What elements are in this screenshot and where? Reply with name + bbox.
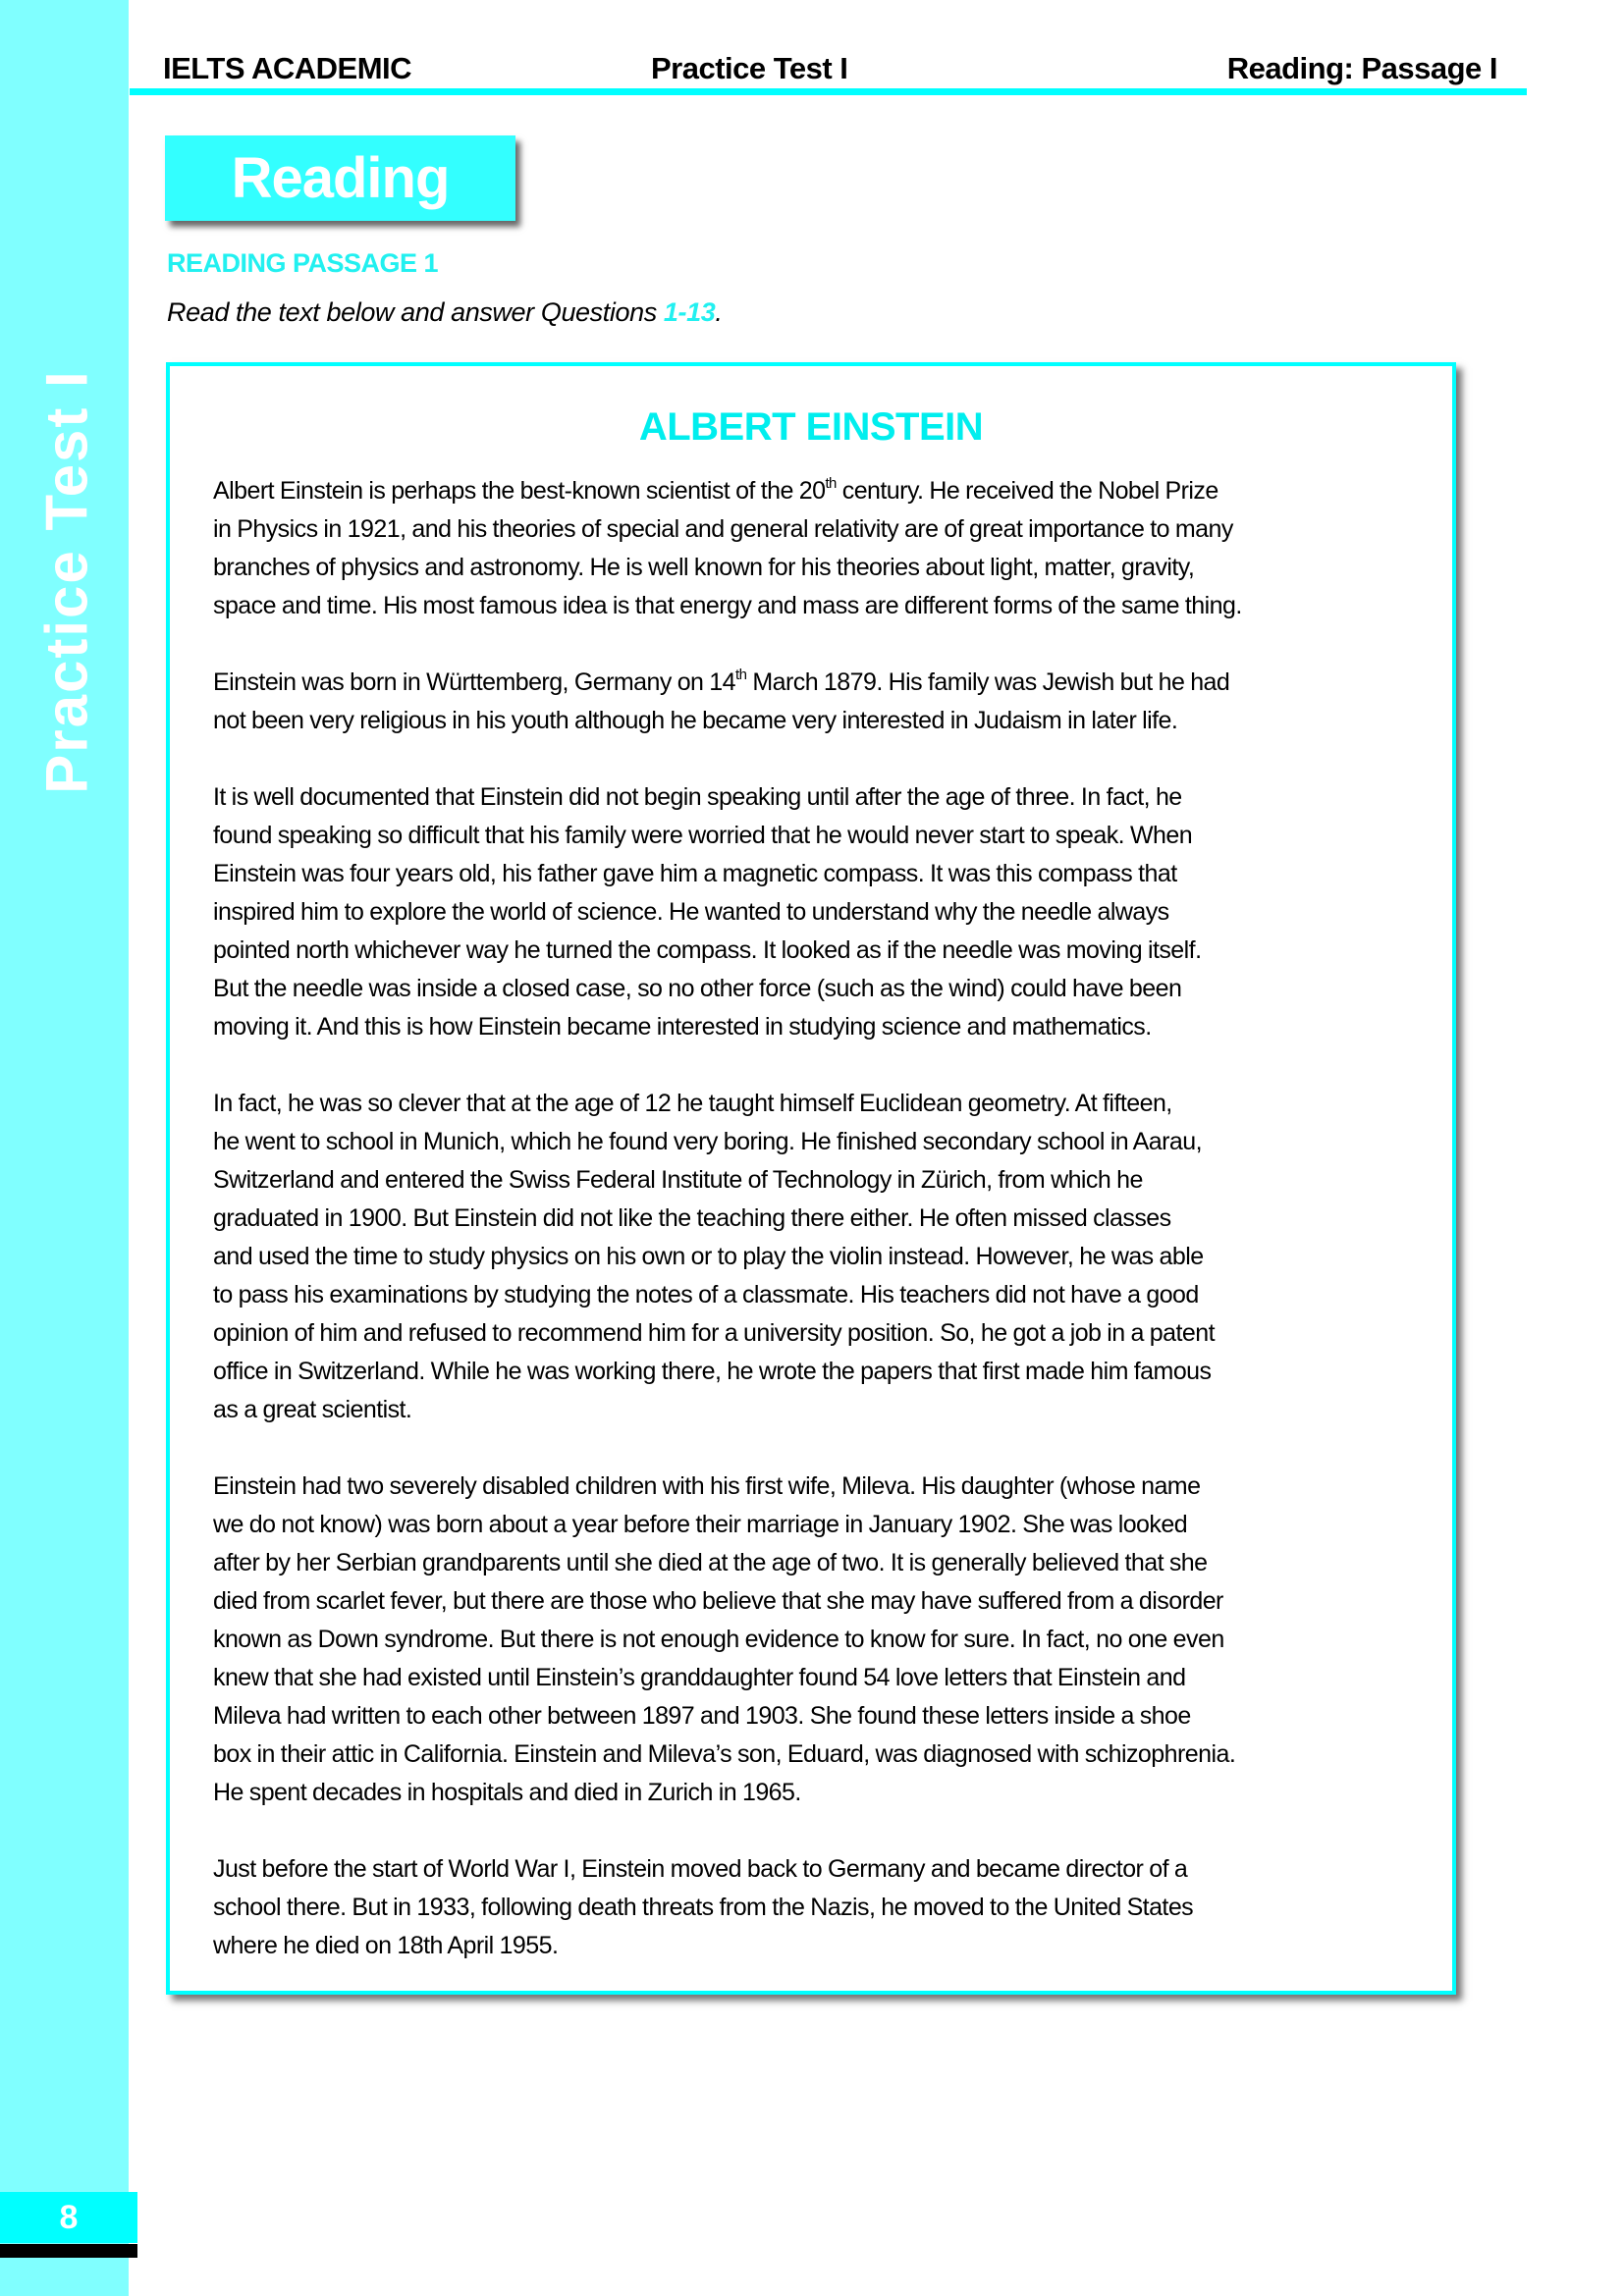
ordinal-suffix: th	[735, 667, 747, 683]
passage-box	[166, 362, 1456, 1995]
text-segment: not been very religious in his youth although he became very interested in Judaism in later life.	[213, 707, 1178, 734]
header-section-name: Reading: Passage I	[1226, 51, 1497, 85]
text-segment: opinion of him and refused to recommend him for a university position. So, he got a job in a patent	[213, 1319, 1216, 1347]
text-line	[213, 1008, 1450, 1046]
text-segment: Albert Einstein is perhaps the best-known scientist of the 20	[213, 477, 826, 505]
text-segment: to pass his examinations by studying the notes of a classmate. His teachers did not have a good	[213, 1281, 1199, 1308]
text-segment: Einstein was born in Württemberg, Germany on 14	[213, 668, 736, 696]
text-segment: But the needle was inside a closed case, so no other force (such as the wind) could have been	[213, 975, 1182, 1002]
text-segment: space and time. His most famous idea is that energy and mass are different forms of the same thing.	[213, 592, 1242, 619]
text-line	[213, 1889, 1450, 1927]
text-line	[213, 817, 1450, 855]
text-line	[213, 702, 1450, 740]
section-tab	[165, 135, 515, 221]
instruction	[167, 297, 722, 328]
text-segment: we do not know) was born about a year before their marriage in January 1902. She was looked	[213, 1511, 1188, 1538]
page-number: 8	[0, 2192, 137, 2243]
text-line	[213, 1353, 1450, 1391]
text-segment: moving it. And this is how Einstein became interested in studying science and mathematics.	[213, 1013, 1152, 1041]
paragraph	[213, 1850, 1450, 1965]
text-segment: after by her Serbian grandparents until she died at the age of two. It is generally believed that she	[213, 1549, 1208, 1576]
text-segment: It is well documented that Einstein did not begin speaking until after the age of three. In fact, he	[213, 783, 1182, 811]
text-line	[213, 970, 1450, 1008]
text-segment: office in Switzerland. While he was working there, he wrote the papers that first made him famous	[213, 1358, 1212, 1385]
text-segment: and used the time to study physics on his own or to play the violin instead. However, he was able	[213, 1243, 1204, 1270]
text-line	[213, 587, 1450, 625]
text-line	[213, 1238, 1450, 1276]
text-line	[213, 1850, 1450, 1889]
running-header	[130, 39, 1527, 88]
header-exam-name: IELTS ACADEMIC	[163, 51, 412, 85]
text-line	[213, 510, 1450, 549]
text-segment: In fact, he was so clever that at the age of 12 he taught himself Euclidean geometry. At fifteen,	[213, 1090, 1172, 1117]
text-segment: March 1879. His family was Jewish but he had	[746, 668, 1230, 696]
text-segment: Mileva had written to each other between 1897 and 1903. She found these letters inside a shoe	[213, 1702, 1191, 1730]
text-line	[213, 855, 1450, 893]
text-segment: found speaking so difficult that his family were worried that he would never start to speak. When	[213, 822, 1193, 849]
instruction-text: Read the text below and answer Questions	[167, 297, 664, 327]
text-line	[213, 1391, 1450, 1429]
text-line	[213, 1927, 1450, 1965]
text-line	[213, 1506, 1450, 1544]
ordinal-suffix: th	[825, 475, 837, 492]
text-segment: knew that she had existed until Einstein’s granddaughter found 54 love letters that Einstein and	[213, 1664, 1186, 1691]
text-segment: school there. But in 1933, following death threats from the Nazis, he moved to the United States	[213, 1894, 1194, 1921]
text-line	[213, 1200, 1450, 1238]
passage-title: ALBERT EINSTEIN	[638, 405, 984, 449]
text-line	[213, 1697, 1450, 1735]
text-line	[213, 1582, 1450, 1621]
text-segment: pointed north whichever way he turned the compass. It looked as if the needle was moving itself.	[213, 936, 1202, 964]
text-segment: Switzerland and entered the Swiss Federal Institute of Technology in Zürich, from which he	[213, 1166, 1143, 1194]
paragraph	[213, 664, 1450, 740]
text-segment: known as Down syndrome. But there is not enough evidence to know for sure. In fact, no one even	[213, 1626, 1224, 1653]
text-line	[213, 1544, 1450, 1582]
sidebar-band	[0, 0, 129, 2296]
question-range: 1-13	[663, 297, 716, 327]
text-segment: he went to school in Munich, which he found very boring. He finished secondary school in Aarau,	[213, 1128, 1203, 1155]
text-line	[213, 1085, 1450, 1123]
text-segment: where he died on 18th April 1955.	[213, 1932, 559, 1959]
page-number-underline	[0, 2244, 137, 2258]
text-segment: branches of physics and astronomy. He is well known for his theories about light, matter, gravity,	[213, 554, 1195, 581]
text-line	[213, 932, 1450, 970]
paragraph	[213, 1085, 1450, 1429]
header-rule	[130, 88, 1527, 95]
text-segment: died from scarlet fever, but there are those who believe that she may have suffered from a disorder	[213, 1587, 1223, 1615]
section-tab-label: Reading	[231, 146, 450, 210]
sidebar-test-label-text: Practice Test I	[33, 369, 100, 794]
text-segment: as a great scientist.	[213, 1396, 412, 1423]
text-line	[213, 472, 1450, 510]
text-line	[213, 1276, 1450, 1314]
text-segment: He spent decades in hospitals and died in Zurich in 1965.	[213, 1779, 801, 1806]
text-line	[213, 778, 1450, 817]
text-line	[213, 549, 1450, 587]
text-line	[213, 1123, 1450, 1161]
header-test-name: Practice Test I	[651, 51, 848, 85]
text-segment: graduated in 1900. But Einstein did not like the teaching there either. He often missed classes	[213, 1204, 1171, 1232]
paragraph	[213, 1468, 1450, 1812]
text-line	[213, 1735, 1450, 1774]
text-segment: box in their attic in California. Einstein and Mileva’s son, Eduard, was diagnosed with schizophrenia.	[213, 1740, 1236, 1768]
text-line	[213, 893, 1450, 932]
text-line	[213, 1659, 1450, 1697]
text-line	[213, 664, 1450, 702]
text-segment: Einstein had two severely disabled children with his first wife, Mileva. His daughter (whose name	[213, 1472, 1201, 1500]
text-segment: Einstein was four years old, his father gave him a magnetic compass. It was this compass that	[213, 860, 1177, 887]
paragraph	[213, 778, 1450, 1046]
text-segment: Just before the start of World War I, Einstein moved back to Germany and became director of a	[213, 1855, 1188, 1883]
text-segment: inspired him to explore the world of science. He wanted to understand why the needle always	[213, 898, 1169, 926]
passage-label: READING PASSAGE 1	[167, 248, 439, 278]
text-line	[213, 1161, 1450, 1200]
paragraph	[213, 472, 1450, 625]
text-line	[213, 1621, 1450, 1659]
sidebar-test-label	[33, 363, 100, 800]
text-segment: century. He received the Nobel Prize	[836, 477, 1218, 505]
text-line	[213, 1774, 1450, 1812]
text-line	[213, 1468, 1450, 1506]
instruction-suffix: .	[715, 297, 723, 327]
text-line	[213, 1314, 1450, 1353]
passage-body	[213, 472, 1450, 2003]
text-segment: in Physics in 1921, and his theories of special and general relativity are of great importance to many	[213, 515, 1233, 543]
